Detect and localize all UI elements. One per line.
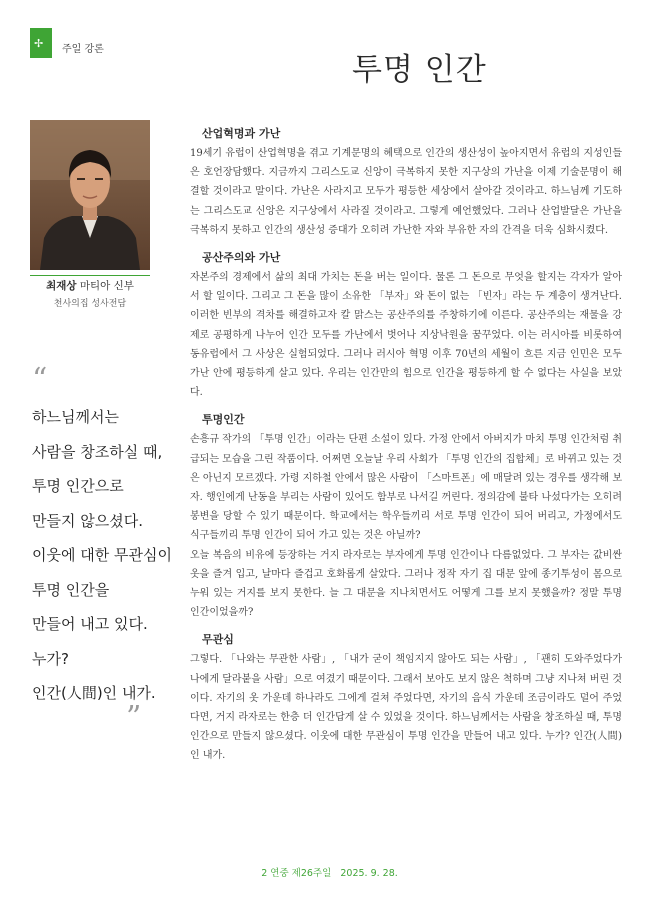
section-tab: [30, 28, 52, 58]
pull-quote-line: 인간(人間)인 내가.: [32, 684, 156, 702]
section-communism: [190, 249, 622, 402]
section-heading: 공산주의와 가난: [202, 251, 281, 265]
paragraph: 그렇다. 「나와는 무관한 사람」, 「내가 굳이 책임지지 않아도 되는 사람」, 「괜히 도와주었다가 나에게 달라붙을 사람」으로 여겼기 때문이다. 그래서 보아도 보지 않은 척하며 그냥 지나쳐 버린 것이다. 자기의 옷 가운데 하나라도 그에게 걸쳐 주었다면, 자기의 음식 가운데 조금이라도 덜어 주었다면, 거지 라자로는 한층 더 인간답게 살 수 있었을 것이다. 하느님께서는 사람을 창조하실 때, 투명 인간으로 만들지 않으셨다. 이웃에 대한 무관심이 투명 인간을 만들어 내고 있다. 누가? 인간(人間)인 내가.: [190, 654, 622, 762]
page-number: 2: [261, 868, 268, 879]
paragraph: 19세기 유럽이 산업혁명을 겪고 기계문명의 혜택으로 인간의 생산성이 높아지면서 유럽의 지성인들은 호언장담했다. 지금까지 그리스도교 신앙이 극복하지 못한 지구상의 가난을 이제 기술문명이 해결할 것이라고 말이다. 가난은 사라지고 모두가 평등한 세상에서 살아갈 것이라고. 하느님께 기도하는 그리스도교 신앙은 지구상에서 사라질 것이라고. 그렇게 예언했었다. 그러나 산업발달은 가난을 극복하지 못하고 인간의 생산성 증대가 오히려 가난한 자와 부유한 자의 간격을 더욱 심화시켰다.: [190, 148, 622, 236]
section-invisible-man: [190, 411, 622, 622]
article-body: [190, 125, 622, 775]
author-photo: [30, 120, 150, 270]
pull-quote-line: 하느님께서는: [32, 408, 119, 426]
author-name: [30, 278, 150, 293]
page-title: 투명 인간: [352, 52, 487, 88]
pull-quote-line: 만들어 내고 있다.: [32, 615, 148, 633]
page-footer: [0, 865, 659, 879]
open-quote-icon: “: [32, 362, 48, 397]
section-heading: 산업혁명과 가난: [202, 127, 281, 140]
pull-quote: [32, 400, 192, 711]
section-label: 주일 강론: [62, 44, 104, 55]
section-heading: 무관심: [202, 633, 234, 647]
author-name-text: 최재상: [46, 280, 77, 292]
footer-text: 연중 제26주일: [270, 868, 332, 879]
paragraph: 손흥규 작가의 「투명 인간」이라는 단편 소설이 있다. 가정 안에서 아버지가 마치 투명 인간처럼 취급되는 모습을 그린 작품이다. 어쩌면 오늘날 우리 사회가 「투명 인간의 집합체」로 바뀌고 있는 것은 아닌지 모르겠다. 가령 지하철 안에서 많은 사람이 「스마트폰」에 매달려 있는 경우를 생각해 보자. 행인에게 난동을 부리는 사람이 있어도 함부로 나서길 꺼린다. 정의감에 불타 나섰다가는 오히려 봉변을 당할 수 있기 때문이다. 학교에서는 학우들끼리 서로 투명 인간이 되어 버리고, 가정에서도 식구들끼리 투명 인간이 되어 가고 있는 것은 아닐까?: [190, 434, 622, 542]
footer-date: 2025. 9. 28.: [340, 868, 398, 879]
paragraph: 자본주의 경제에서 삶의 최대 가치는 돈을 버는 일이다. 물론 그 돈으로 무엇을 할지는 각자가 알아서 할 일이다. 그리고 그 돈을 많이 소유한 「부자」와 돈이 없는 「빈자」라는 두 계층이 생겨난다. 이러한 빈부의 격차를 해결하고자 칼 맑스는 공산주의를 주창하기에 이른다. 공산주의는 재물을 강제로 공평하게 나누어 인간 모두를 가난에서 벗어나 지상낙원을 꿈꾸었다. 이는 러시아를 비롯하여 동유럽에서 그 사상은 실험되었다. 그러나 러시아 혁명 이후 70년의 세월이 흐른 지금 인민은 모두 가난 안에 평등하게 살고 있다. 우리는 인간만의 힘으로 인간을 평등하게 할 수 없다는 사실을 보았다.: [190, 272, 622, 399]
section-heading: 투명인간: [202, 413, 245, 427]
author-divider: [30, 275, 150, 276]
pull-quote-line: 투명 인간을: [32, 580, 110, 599]
pull-quote-line: 만들지 않으셨다.: [32, 511, 143, 530]
close-quote-icon: ”: [126, 700, 142, 735]
pull-quote-line: 사람을 창조하실 때,: [32, 442, 163, 461]
pull-quote-line: 투명 인간으로: [32, 477, 124, 495]
pull-quote-line: 이웃에 대한 무관심이: [32, 546, 172, 564]
paragraph: 오늘 복음의 비유에 등장하는 거지 라자로는 부자에게 투명 인간이나 다름없었다. 그 부자는 값비싼 옷을 즐겨 입고, 날마다 즐겁고 호화롭게 살았다. 그러나 정작 자기 집 대문 앞에 종기투성이 몸으로 누워 있는 거지를 보지 못한다. 늘 그 대문을 지나치면서도 어떻게 그를 보지 못했을까? 정말 투명 인간이었을까?: [190, 549, 622, 619]
pull-quote-line: 누가?: [32, 649, 69, 668]
author-affiliation: 천사의집 성사전담: [53, 299, 127, 309]
author-baptismal-name: 마티아 신부: [79, 280, 134, 292]
section-indifference: [190, 631, 622, 765]
section-industrial-revolution: [190, 125, 622, 240]
leaf-icon: ✢: [34, 37, 44, 50]
